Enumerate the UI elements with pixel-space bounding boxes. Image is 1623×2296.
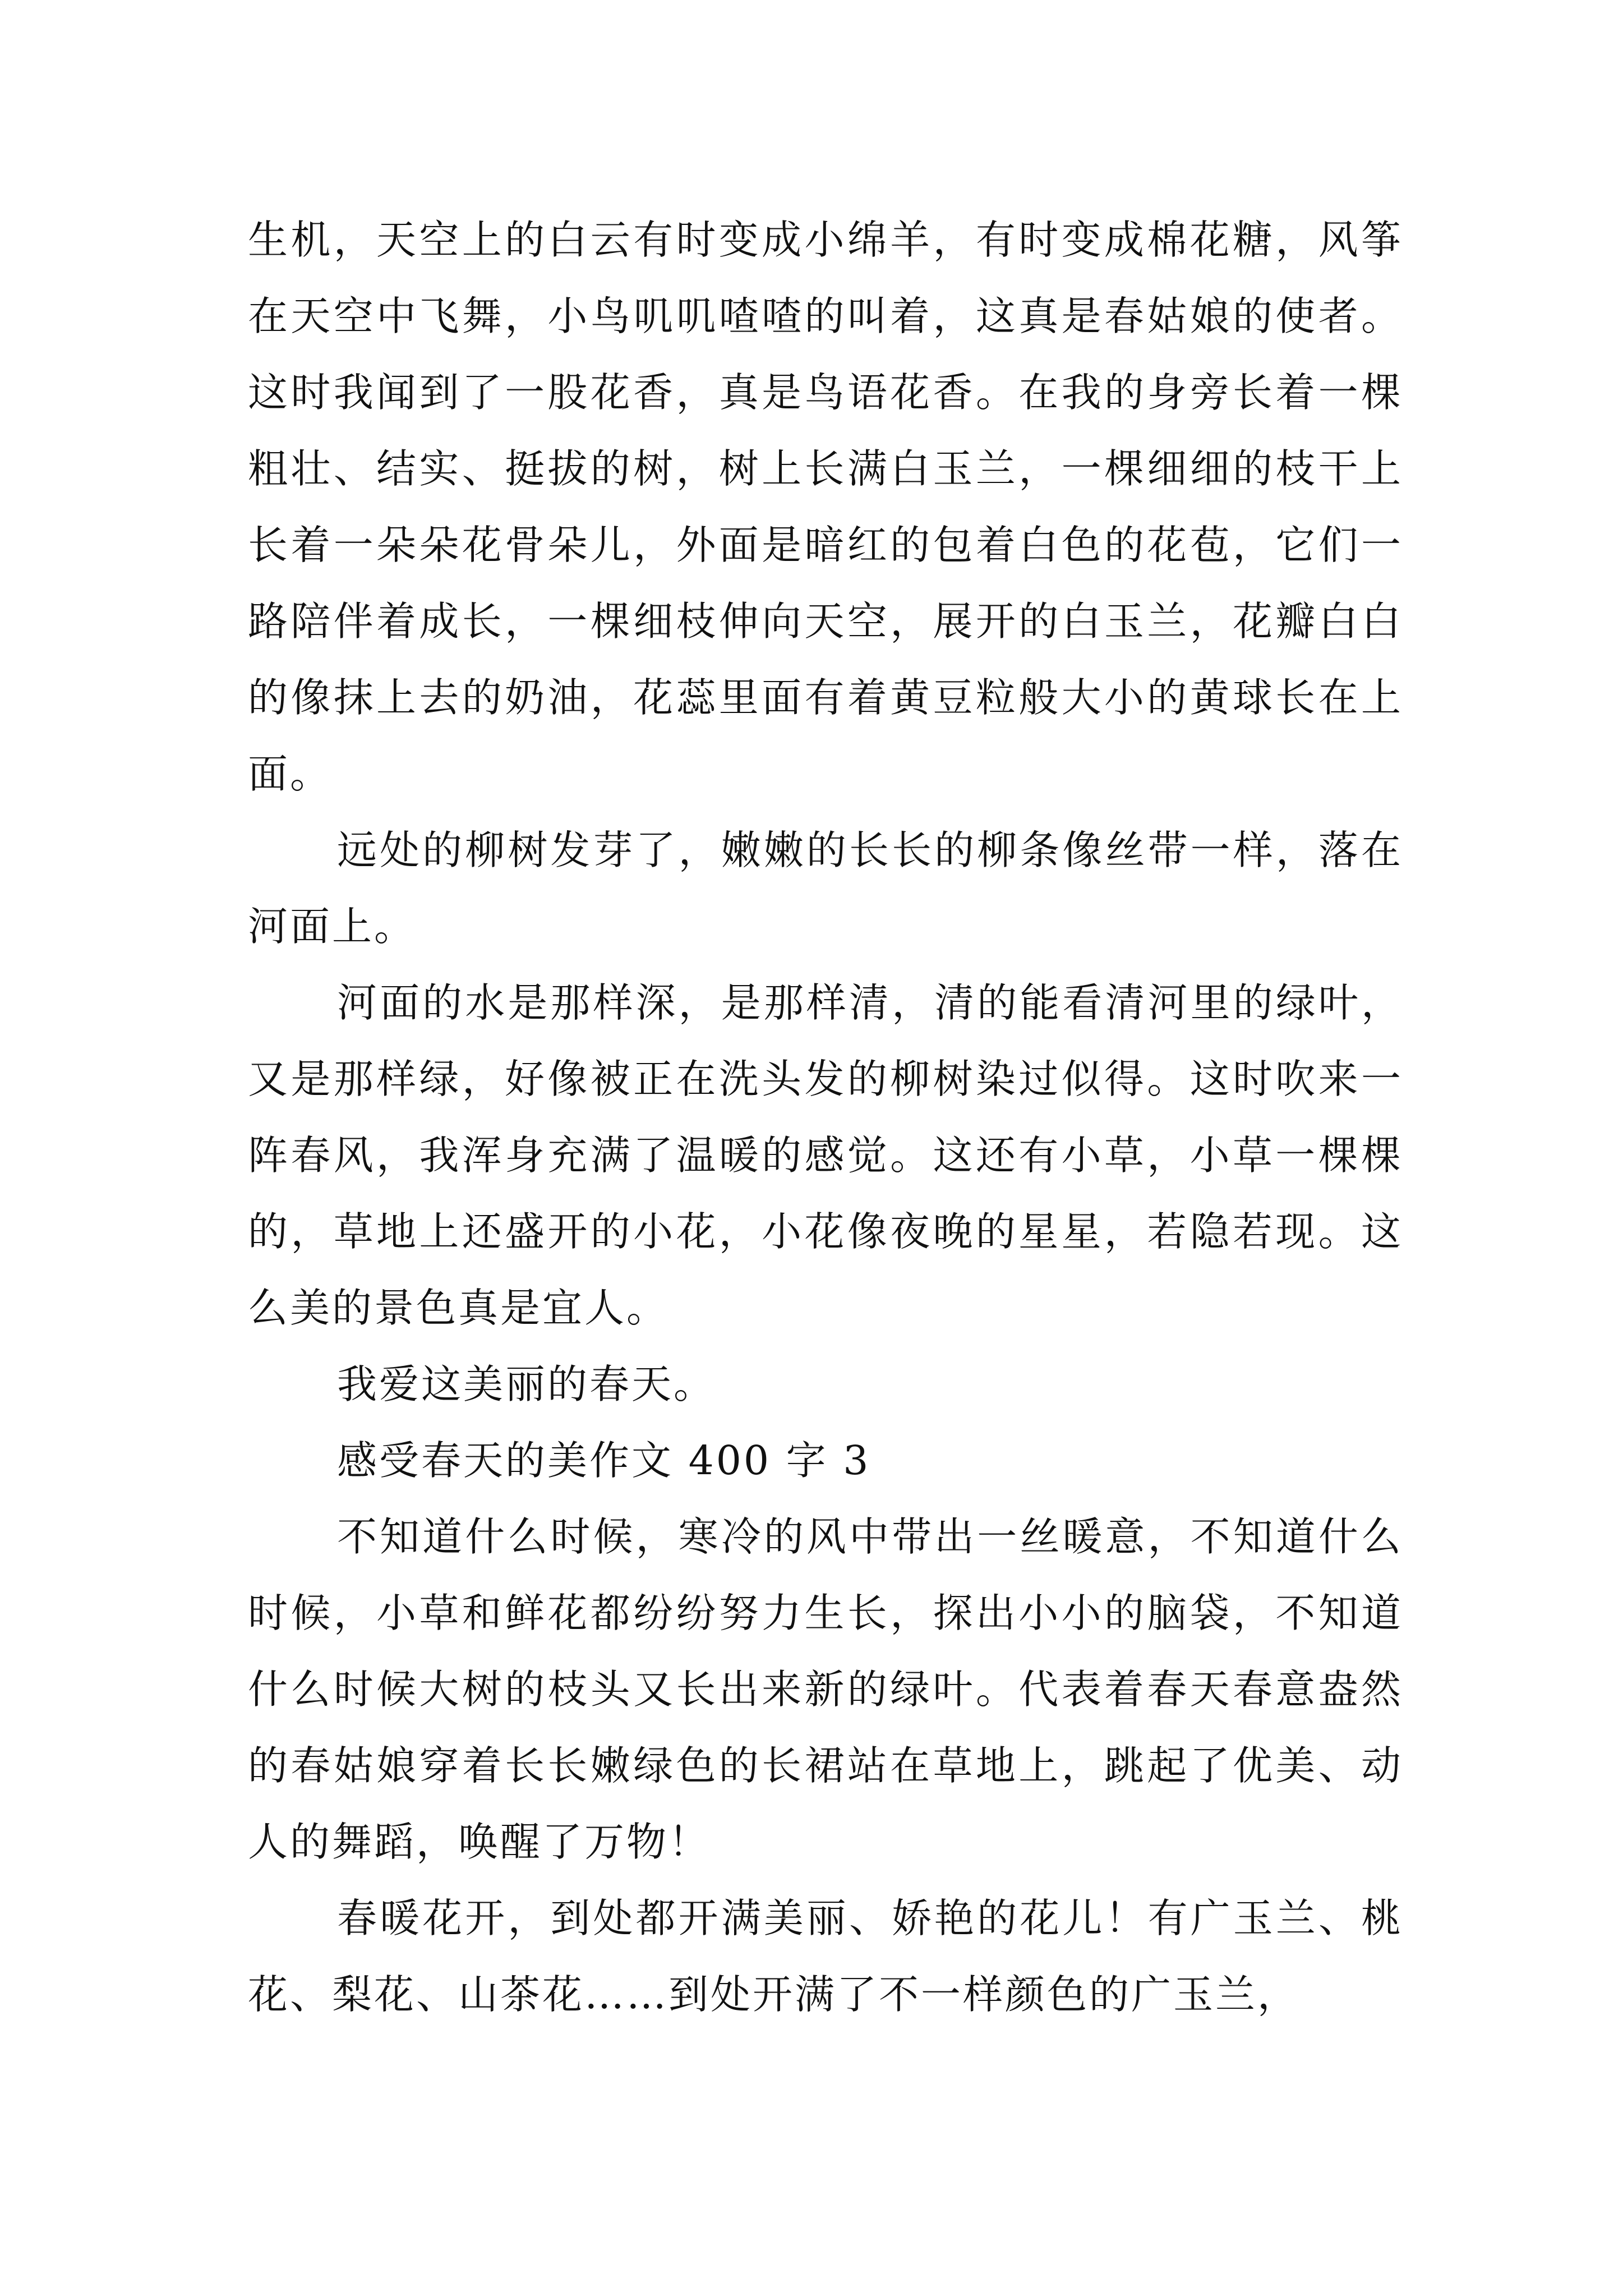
paragraph-continued: 生机，天空上的白云有时变成小绵羊，有时变成棉花糖，风筝在天空中飞舞，小鸟叽叽喳喳的叫着，这真是春姑娘的使者。这时我闻到了一股花香，真是鸟语花香。在我的身旁长着一棵粗壮、结实、挺拔的树，树上长满白玉兰，一棵细细的枝干上长着一朵朵花骨朵儿，外面是暗红的包着白色的花苞，它们一路陪伴着成长，一棵细枝伸向天空，展开的白玉兰，花瓣白白的像抹上去的奶油，花蕊里面有着黄豆粒般大小的黄球长在上面。 — [248, 217, 1403, 797]
essay-heading: 感受春天的美作文 400 字 3 — [337, 1437, 871, 1484]
document-body — [248, 202, 1403, 2033]
paragraph-flowers: 春暖花开，到处都开满美丽、娇艳的花儿！有广玉兰、桃花、梨花、山茶花……到处开满了不一样颜色的广玉兰， — [248, 1895, 1403, 2018]
paragraph-river: 河面的水是那样深，是那样清，清的能看清河里的绿叶，又是那样绿，好像被正在洗头发的柳树染过似得。这时吹来一阵春风，我浑身充满了温暖的感觉。这还有小草，小草一棵棵的，草地上还盛开的小花，小花像夜晚的星星，若隐若现。这么美的景色真是宜人。 — [248, 979, 1403, 1331]
paragraph-unknowing: 不知道什么时候，寒冷的风中带出一丝暖意，不知道什么时候，小草和鲜花都纷纷努力生长，探出小小的脑袋，不知道什么时候大树的枝头又长出来新的绿叶。代表着春天春意盎然的春姑娘穿着长长嫩绿色的长裙站在草地上，跳起了优美、动人的舞蹈，唤醒了万物！ — [248, 1513, 1403, 1865]
paragraph-willow: 远处的柳树发芽了，嫩嫩的长长的柳条像丝带一样，落在河面上。 — [248, 827, 1403, 950]
paragraph-love-spring: 我爱这美丽的春天。 — [337, 1361, 716, 1407]
